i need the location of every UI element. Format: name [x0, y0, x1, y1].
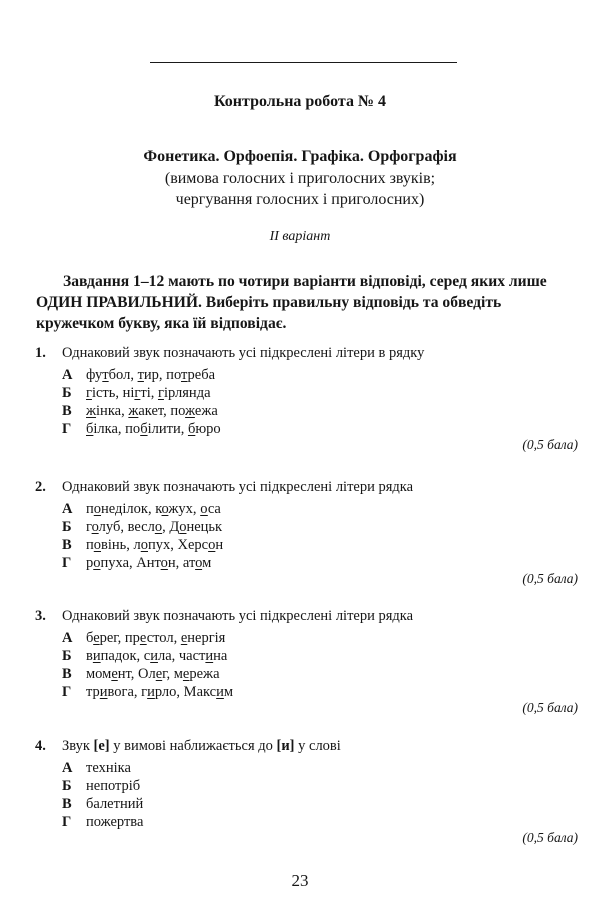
option-letter[interactable]: А — [62, 367, 73, 383]
underlined-letter: о — [91, 519, 99, 535]
page-number: 23 — [291, 871, 309, 890]
option-text — [86, 665, 220, 683]
underlined-letter: г — [86, 385, 92, 401]
option-text — [86, 813, 143, 831]
text-fragment: тр — [86, 684, 100, 700]
option-text — [86, 420, 221, 438]
text-fragment: вінь, л — [101, 537, 141, 553]
text-fragment: п — [86, 501, 94, 517]
text-fragment: інка, — [96, 403, 129, 419]
underlined-letter: о — [200, 501, 208, 517]
topic-subtitle — [0, 168, 600, 210]
text-fragment: ірлянда — [163, 385, 211, 401]
text-fragment: техніка — [86, 760, 131, 776]
underlined-letter: о — [154, 519, 163, 535]
text-fragment: н, ат — [167, 555, 196, 571]
question-text — [62, 737, 341, 755]
option-letter[interactable]: Г — [62, 684, 72, 700]
underlined-letter: и — [147, 684, 155, 700]
text-fragment: п — [86, 537, 94, 553]
option-letter[interactable]: Г — [62, 814, 72, 830]
underlined-letter: е — [139, 630, 147, 646]
question-number: 2. — [35, 479, 46, 495]
text-fragment: нергія — [187, 630, 226, 646]
underlined-letter: и — [99, 684, 108, 700]
text-fragment: ілка, по — [93, 421, 141, 437]
text-fragment: рло, Макс — [154, 684, 217, 700]
text-fragment: нт, Ол — [117, 666, 156, 682]
underlined-letter: б — [140, 421, 148, 437]
underlined-letter: о — [93, 501, 102, 517]
text-fragment: ежа — [194, 403, 218, 419]
underlined-letter: б — [86, 421, 94, 437]
text-fragment: пуха, Ант — [100, 555, 161, 571]
text-fragment: г, м — [162, 666, 183, 682]
option-text — [86, 518, 222, 536]
text-fragment: падок, с — [100, 648, 151, 664]
bold-sound-mark: [и] — [276, 738, 295, 754]
points-label: (0,5 бала) — [522, 437, 578, 452]
option-text — [86, 500, 221, 518]
variant-label: II варіант — [269, 229, 331, 244]
question-number: 3. — [35, 608, 46, 624]
text-fragment: н — [215, 537, 224, 553]
text-fragment: мом — [86, 666, 112, 682]
text-fragment: балетний — [86, 796, 144, 812]
text-fragment: м — [202, 555, 212, 571]
subtitle-line-1: (вимова голосних і приголосних звуків; — [164, 170, 436, 187]
underlined-letter: о — [160, 555, 168, 571]
points-label: (0,5 бала) — [522, 571, 578, 586]
points-label: (0,5 бала) — [522, 700, 578, 715]
text-fragment: Однаковий звук позначають усі підкреслені літери рядка — [62, 479, 414, 495]
text-fragment: пожертва — [86, 814, 144, 830]
underlined-letter: о — [93, 555, 101, 571]
underlined-letter: е — [111, 666, 118, 682]
option-letter[interactable]: В — [62, 403, 72, 419]
option-text — [86, 647, 227, 665]
underlined-letter: о — [179, 519, 187, 535]
topic-heading: Фонетика. Орфоепія. Графіка. Орфографія — [143, 148, 457, 165]
underlined-letter: е — [180, 630, 188, 646]
option-text — [86, 554, 211, 572]
subtitle-line-2: чергування голосних і приголосних) — [175, 191, 425, 208]
text-fragment: ті, — [140, 385, 158, 401]
option-letter[interactable]: В — [62, 796, 72, 812]
option-text — [86, 777, 140, 795]
underlined-letter: ж — [86, 403, 97, 419]
underlined-letter: и — [92, 648, 101, 664]
underlined-letter: о — [161, 501, 169, 517]
question-number: 1. — [35, 345, 46, 361]
option-letter[interactable]: В — [62, 537, 72, 553]
option-letter[interactable]: Г — [62, 421, 72, 437]
option-letter[interactable]: А — [62, 501, 73, 517]
option-text — [86, 795, 143, 813]
option-text — [86, 366, 215, 384]
option-letter[interactable]: А — [62, 760, 73, 776]
question-text — [62, 478, 413, 496]
text-fragment: неділок, к — [101, 501, 162, 517]
text-fragment: у слові — [294, 738, 341, 754]
underlined-letter: т — [137, 367, 144, 383]
underlined-letter: о — [195, 555, 203, 571]
text-fragment: пух, Херс — [148, 537, 209, 553]
text-fragment: Однаковий звук позначають усі підкреслені літери в рядку — [62, 345, 425, 361]
text-fragment: рег, пр — [99, 630, 140, 646]
option-text — [86, 629, 225, 647]
text-fragment: ілити, — [147, 421, 188, 437]
question-text — [62, 607, 413, 625]
option-letter[interactable]: Б — [62, 519, 72, 535]
points-label: (0,5 бала) — [522, 830, 578, 845]
text-fragment: Звук — [62, 738, 94, 754]
underlined-letter: о — [208, 537, 216, 553]
text-fragment: бол, — [108, 367, 138, 383]
underlined-letter: ж — [128, 403, 139, 419]
page-title: Контрольна робота № 4 — [213, 93, 387, 110]
text-fragment: жух, — [168, 501, 201, 517]
option-letter[interactable]: Г — [62, 555, 72, 571]
underlined-letter: и — [216, 684, 224, 700]
text-fragment: м — [223, 684, 234, 700]
underlined-letter: е — [182, 666, 190, 682]
option-letter[interactable]: Б — [62, 648, 72, 664]
text-fragment: режа — [189, 666, 220, 682]
text-fragment: в — [86, 648, 93, 664]
question-number: 4. — [35, 738, 46, 754]
underlined-letter: т — [181, 367, 188, 383]
text-fragment: р — [86, 555, 94, 571]
text-fragment: г — [86, 519, 92, 535]
text-fragment: луб, весл — [98, 519, 155, 535]
underlined-letter: и — [150, 648, 158, 664]
text-fragment: са — [207, 501, 221, 517]
text-fragment: фу — [86, 367, 103, 383]
text-fragment: у вимові наближається до — [109, 738, 277, 754]
bold-sound-mark: [е] — [93, 738, 110, 754]
underlined-letter: г — [134, 385, 141, 401]
option-text — [86, 759, 131, 777]
text-fragment: юро — [195, 421, 221, 437]
text-fragment: Однаковий звук позначають усі підкреслені літери рядка — [62, 608, 414, 624]
text-fragment: ир, по — [143, 367, 182, 383]
option-text — [86, 536, 223, 554]
text-fragment: ла, част — [157, 648, 206, 664]
underlined-letter: о — [93, 537, 102, 553]
option-text — [86, 384, 211, 402]
underlined-letter: е — [155, 666, 163, 682]
underlined-letter: е — [93, 630, 100, 646]
text-fragment: ість, ні — [91, 385, 135, 401]
option-text — [86, 683, 233, 701]
option-letter[interactable]: В — [62, 666, 72, 682]
text-fragment: акет, по — [138, 403, 186, 419]
underlined-letter: т — [102, 367, 109, 383]
question-text — [62, 344, 424, 362]
option-letter[interactable]: Б — [62, 778, 72, 794]
option-text — [86, 402, 218, 420]
option-letter[interactable]: Б — [62, 385, 72, 401]
text-fragment: непотріб — [86, 778, 141, 794]
underlined-letter: г — [157, 385, 164, 401]
text-fragment: на — [213, 648, 228, 664]
underlined-letter: о — [140, 537, 148, 553]
underlined-letter: б — [187, 421, 196, 437]
text-fragment: вога, г — [107, 684, 148, 700]
text-fragment: , Д — [162, 519, 180, 535]
underlined-letter: ж — [185, 403, 195, 419]
text-fragment: реба — [187, 367, 216, 383]
text-fragment: б — [86, 630, 94, 646]
text-fragment: стол, — [146, 630, 181, 646]
top-rule — [150, 62, 457, 63]
text-fragment: нецьк — [186, 519, 223, 535]
instruction-paragraph: Завдання 1–12 мають по чотири варіанти відповіді, серед яких лише ОДИН ПРАВИЛЬНИЙ. Виберіть правильну відповідь та обведіть кружечком букву, яка їй відповідає. — [36, 273, 547, 332]
option-letter[interactable]: А — [62, 630, 73, 646]
underlined-letter: и — [205, 648, 214, 664]
